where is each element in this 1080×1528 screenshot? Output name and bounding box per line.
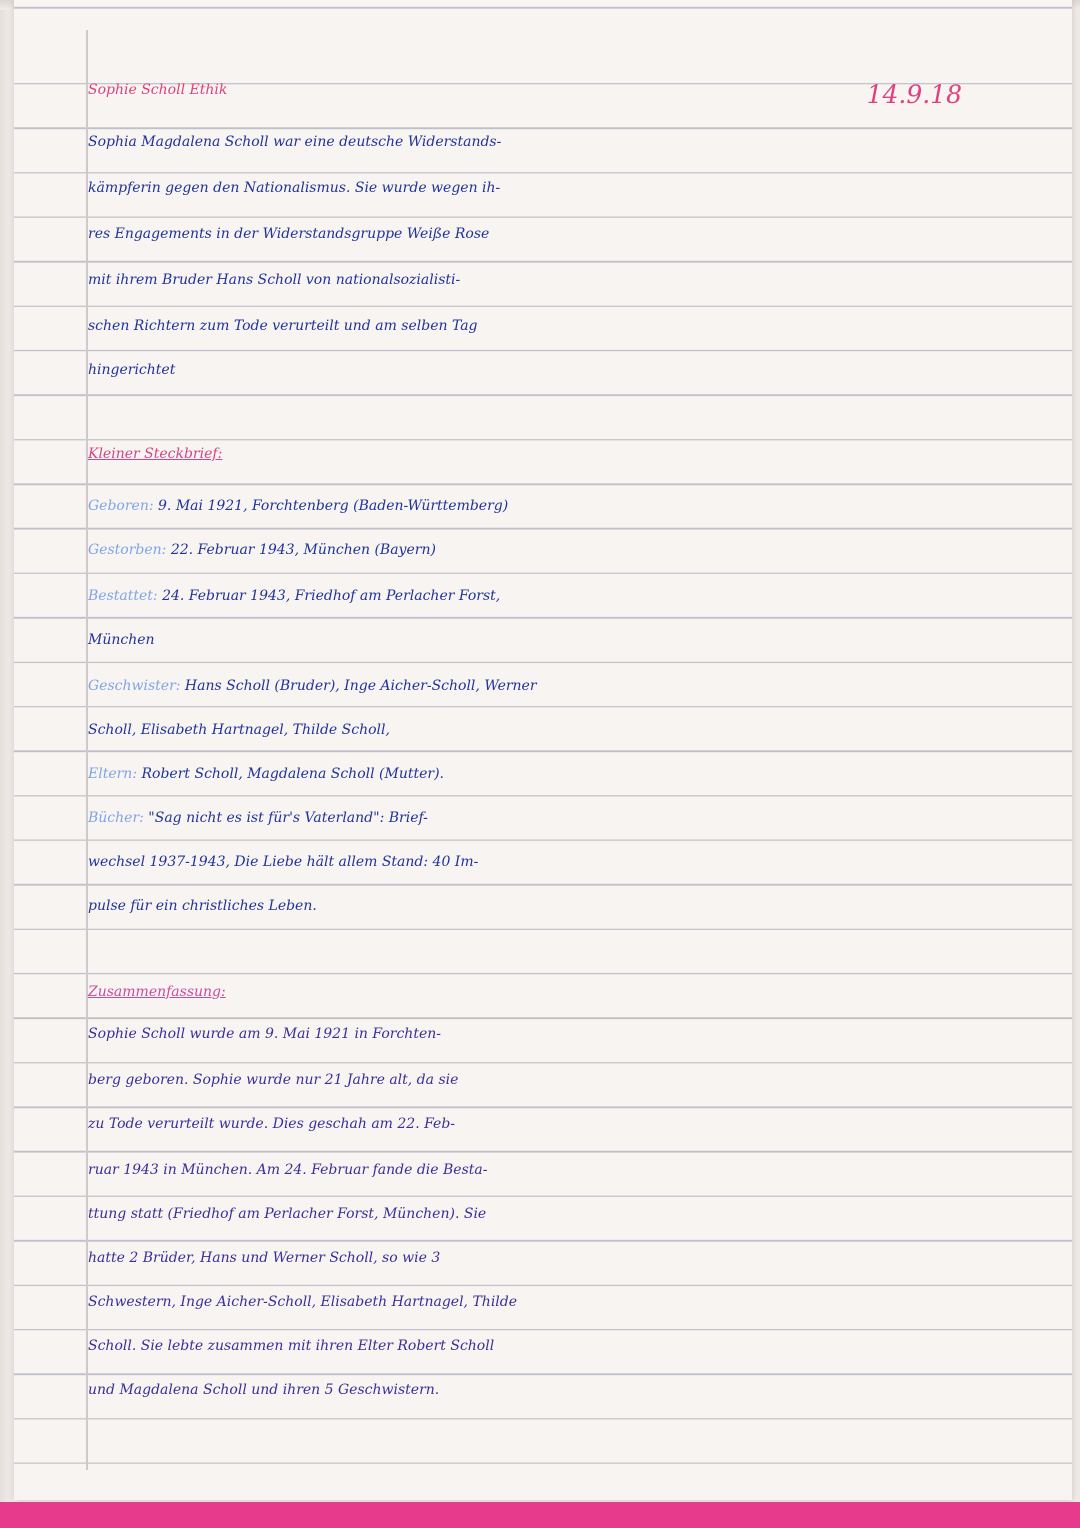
steckbrief-row [88,618,970,662]
intro-line: schen Richtern zum Tode verurteilt und am selben Tag [88,318,478,334]
steckbrief-row [88,752,970,796]
steckbrief-heading: Kleiner Steckbrief: [88,446,223,462]
summary-line: ttung statt (Friedhof am Perlacher Forst, München). Sie [88,1206,487,1222]
summary-line: und Magdalena Scholl und ihren 5 Geschwistern. [88,1382,440,1398]
steckbrief-row [88,484,970,528]
steckbrief-row [88,528,970,572]
row-label: Gestorben: [88,542,167,558]
summary-line: berg geboren. Sophie wurde nur 21 Jahre alt, da sie [88,1072,459,1088]
intro-line: mit ihrem Bruder Hans Scholl von nationalsozialisti- [88,272,461,288]
intro-line: res Engagements in der Widerstandsgruppe Weiße Rose [88,226,490,242]
row-text: München [88,632,155,648]
row-label: Bücher: [88,810,144,826]
intro-line: kämpferin gegen den Nationalismus. Sie wurde wegen ih- [88,180,501,196]
row-label: Eltern: [88,766,138,782]
row-label: Geboren: [88,498,154,514]
intro-line: Sophia Magdalena Scholl war eine deutsche Widerstands- [88,134,502,150]
row-text: "Sag nicht es ist für's Vaterland": Brief- [143,810,428,826]
summary-line: Schwestern, Inge Aicher-Scholl, Elisabeth Hartnagel, Thilde [88,1294,518,1310]
steckbrief-row [88,796,970,840]
row-text: pulse für ein christliches Leben. [88,898,317,914]
steckbrief-row [88,574,970,618]
summary-line: ruar 1943 in München. Am 24. Februar fande die Besta- [88,1162,488,1178]
pink-surface-strip [0,1502,1080,1528]
row-text: Scholl, Elisabeth Hartnagel, Thilde Scholl, [88,722,390,738]
row-text: wechsel 1937-1943, Die Liebe hält allem Stand: 40 Im- [88,854,479,870]
page-date: 14.9.18 [866,80,962,109]
steckbrief-row [88,708,970,752]
intro-line: hingerichtet [88,362,176,378]
row-label: Bestattet: [88,588,158,604]
row-text: Robert Scholl, Magdalena Scholl (Mutter). [137,766,444,782]
page-title: Sophie Scholl Ethik [88,82,228,98]
steckbrief-row [88,664,970,708]
summary-line: zu Tode verurteilt wurde. Dies geschah am 22. Feb- [88,1116,456,1132]
row-text: Hans Scholl (Bruder), Inge Aicher-Scholl, Werner [180,678,537,694]
row-text: 9. Mai 1921, Forchtenberg (Baden-Württemberg) [153,498,509,514]
row-label: Geschwister: [88,678,181,694]
row-text: 24. Februar 1943, Friedhof am Perlacher Forst, [157,588,501,604]
row-text: 22. Februar 1943, München (Bayern) [166,542,436,558]
summary-heading: Zusammenfassung: [88,984,226,1000]
steckbrief-row [88,884,970,928]
steckbrief-row [88,840,970,884]
summary-line: Sophie Scholl wurde am 9. Mai 1921 in Forchten- [88,1026,441,1042]
summary-line: hatte 2 Brüder, Hans und Werner Scholl, so wie 3 [88,1250,441,1266]
summary-line: Scholl. Sie lebte zusammen mit ihren Elter Robert Scholl [88,1338,495,1354]
